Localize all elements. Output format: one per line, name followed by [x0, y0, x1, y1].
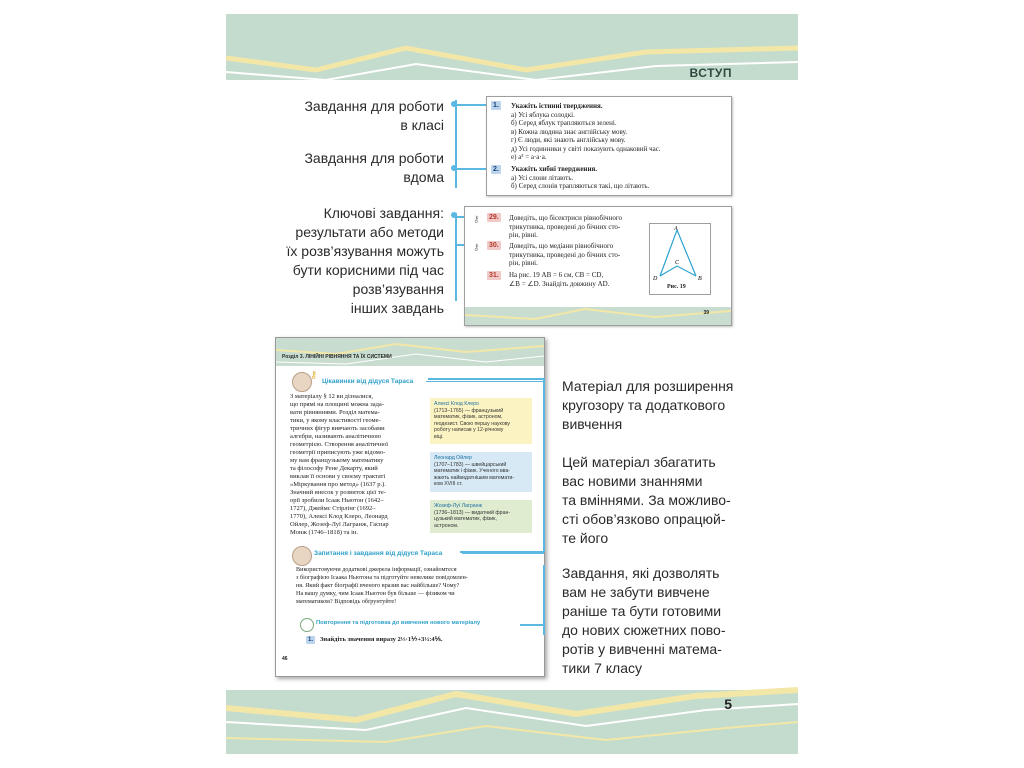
figure-19: [649, 223, 711, 295]
task-number: 1.: [493, 102, 499, 109]
label-review: Завдання, які дозволять вам не забути вивчене раніше та бути готовими до нових сюжетних пово- ротів у вивченні матема- тики 7 класу: [562, 565, 726, 676]
page-number: 5: [724, 696, 732, 712]
connector-line: [428, 378, 544, 380]
review-icon: [300, 618, 314, 632]
task-number: 1.: [308, 637, 314, 643]
class-tasks-excerpt: [486, 96, 732, 196]
connector-line: [543, 378, 545, 552]
label-enrich: Цей матеріал збагатить вас новими знаннями та вміннями. За можливо- сті обов’язково опрацюй- те його: [562, 454, 731, 546]
task-text: Доведіть, що медіани рівнобічного трикутника, проведені до бічних сто- рін, рівні.: [509, 242, 621, 267]
section-title: Повторення та підготовка до вивчення нового матеріалу: [316, 620, 481, 626]
excerpt-chapter-header: Розділ 3. ЛІНІЙНІ РІВНЯННЯ ТА ЇХ СИСТЕМИ: [282, 354, 392, 360]
grandpa-avatar: [292, 546, 312, 566]
label-key-tasks: Ключові завдання: результати або методи їх розв’язування можуть бути корисними під час розв’язування інших завдань: [286, 205, 444, 316]
key-tasks-excerpt: [464, 206, 732, 326]
task-text: Доведіть, що бісектриси рівнобічного трикутника, проведені до бічних сто- рін, рівні.: [509, 214, 623, 239]
connector-line: [455, 213, 457, 301]
connector-dot: [451, 165, 457, 171]
key-icon: ⚷: [310, 370, 318, 381]
connector-line: [457, 168, 487, 170]
figure-label-b: B: [698, 276, 702, 282]
connector-line: [520, 624, 544, 626]
connector-line: [460, 551, 544, 553]
task-number: 2.: [493, 166, 499, 173]
textbook-page-excerpt: [275, 337, 545, 677]
triangle-figure: [650, 224, 710, 284]
key-icon: ⚷: [473, 242, 480, 252]
label-class-work: Завдання для роботи в класі: [304, 98, 444, 133]
connector-dot: [451, 212, 457, 218]
decorative-stripes: [465, 305, 731, 325]
section-header: ВСТУП: [689, 66, 732, 80]
label-home-work: Завдання для роботи вдома: [304, 150, 444, 185]
biography-note: Жозеф-Луї Лагранж (1736–1813) — видатний фран- цузький математик, фізик, астроном.: [430, 500, 532, 533]
interesting-facts-text: З матеріалу § 12 ви дізналися, що прямі на площині можна зада- вати рівняннями. Розділ матема- тики, у якому властивості геоме- тричних фігур вивчають засобами алгебри, називають аналітичною геометрією. Створення аналітичної геометрії приписують уже відомо- му вам французькому математику та філософу Рене Декарту, який виклав її основи у своєму трактаті «Міркування про метод» (1637 р.). Значний внесок у розвиток цієї те- орії зробили Ісаак Ньютон (1642– 1727), Джеймс Стірлінг (1692– 1770), Алексі Клод Клеро, Леонард Ойлер, Жозеф-Луї Лагранж, Гаспар Монж (1746–1818) та ін.: [290, 393, 389, 536]
task-text: Укажіть істинні твердження. а) Усі яблука солодкі. б) Серед яблук трапляються зелені. в) Кожна людина знає англійську мову. г) Є люди, які знають англійську мову. д) Усі годинники у світі показують однаковий час. е) a³ = a·a·a.: [511, 102, 661, 161]
decorative-stripes: [276, 338, 544, 368]
biography-note: Алексі Клод Клеро (1713–1765) — французький математик, фізик, астроном, геодезист. Свою першу наукову роботу написав у 12-річному віці.: [430, 398, 532, 444]
label-extra-material: Матеріал для розширення кругозору та додаткового вивчення: [562, 378, 734, 432]
figure-caption: Рис. 19: [667, 284, 686, 290]
task-text: Укажіть хибні твердження. а) Усі слони літають. б) Серед слонів трапляються такі, що літають.: [511, 165, 650, 190]
task-number: 30.: [489, 242, 499, 249]
connector-dot: [451, 101, 457, 107]
task-number: 29.: [489, 214, 499, 221]
section-title: Запитання і завдання від дідуся Тараса: [314, 550, 443, 557]
grandpa-avatar: [292, 372, 312, 392]
excerpt-page-number: 39: [703, 310, 709, 316]
excerpt-page-number: 46: [282, 656, 288, 662]
task-text: На рис. 19 AB = 6 см, CB = CD, ∠B = ∠D. Знайдіть довжину AD.: [509, 271, 610, 288]
key-icon: ⚷: [473, 214, 480, 224]
title-rule: [426, 381, 544, 382]
section-title: Цікавинки від дідуся Тараса: [322, 378, 414, 385]
questions-text: Використовуючи додаткові джерела інформації, ознайомтеся з біографією Ісаака Ньютона та підготуйте невелике повідомлен- ня. Який факт біографії вченого вразив вас найбільше? Чому? На вашу думку, чим Ісаак Ньютон був більше — фізиком чи математиком? Відповідь обґрунтуйте!: [296, 566, 468, 605]
connector-line: [455, 100, 457, 188]
figure-label-c: C: [675, 260, 680, 266]
figure-label-a: A: [674, 226, 678, 232]
figure-label-d: D: [653, 276, 658, 282]
connector-line: [457, 104, 487, 106]
title-rule: [462, 553, 544, 554]
biography-note: Леонард Ойлер (1707–1783) — швейцарський математик і фізик. Ученого вва- жають найвидатнішим математи- ком XVIII ст.: [430, 452, 532, 492]
task-number: 31.: [489, 272, 499, 279]
review-task-text: Знайдіть значення виразу 2⅓·1⅐+3½:4⅕.: [320, 636, 443, 643]
